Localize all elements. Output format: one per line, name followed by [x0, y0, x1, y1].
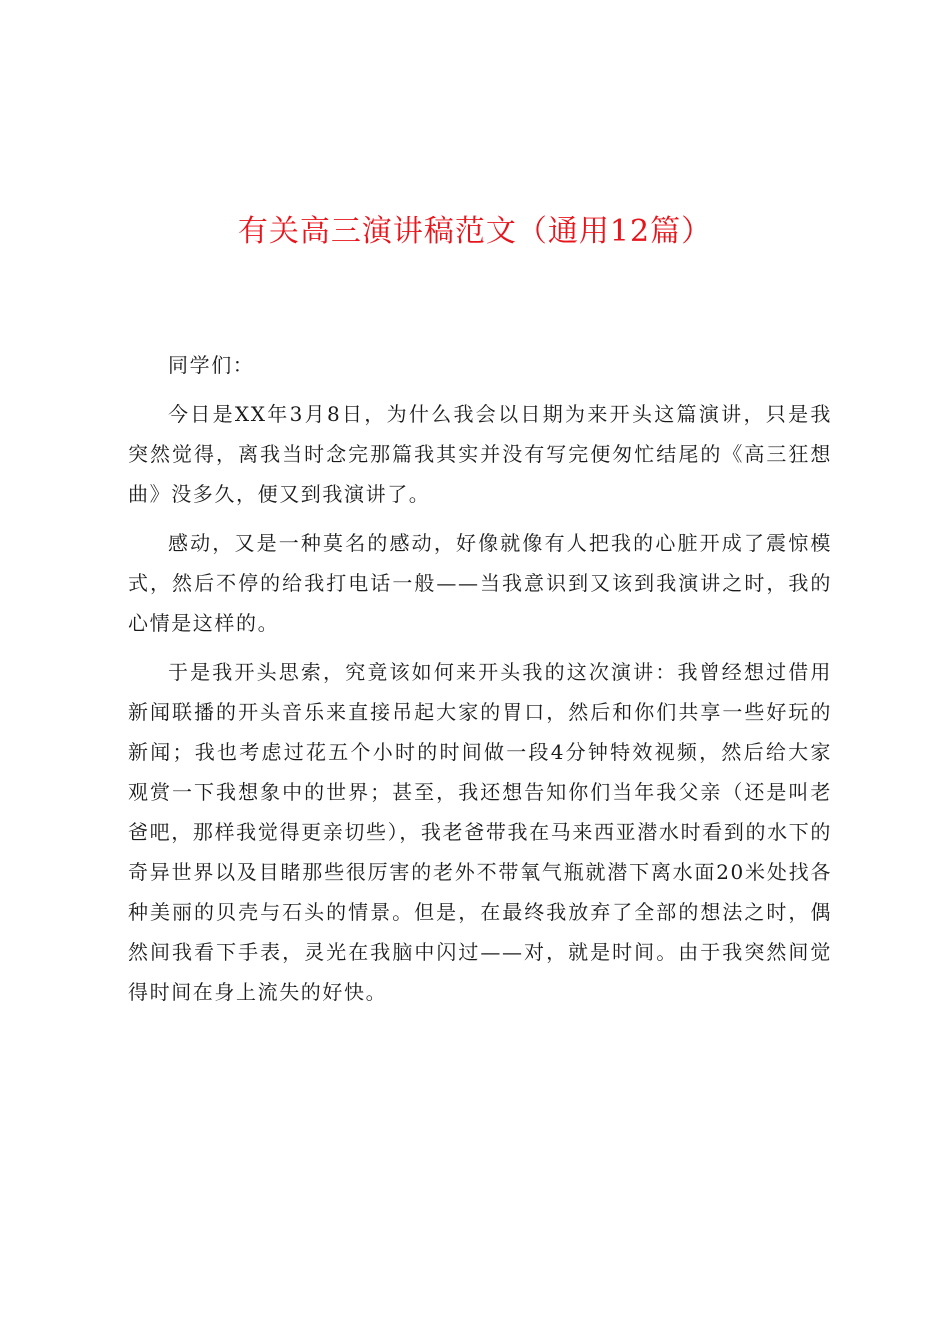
document-body [128, 345, 832, 1012]
greeting-paragraph: 同学们： [168, 353, 255, 377]
body-paragraph-2: 感动，又是一种莫名的感动，好像就像有人把我的心脏开成了震惊模式，然后不停的给我打电话一般——当我意识到又该到我演讲之时，我的心情是这样的。 [128, 531, 832, 635]
body-paragraph-3: 于是我开头思索，究竟该如何来开头我的这次演讲：我曾经想过借用新闻联播的开头音乐来直接吊起大家的胃口，然后和你们共享一些好玩的新闻；我也考虑过花五个小时的时间做一段4分钟特效视频，然后给大家观赏一下我想象中的世界；甚至，我还想告知你们当年我父亲（还是叫老爸吧，那样我觉得更亲切些），我老爸带我在马来西亚潜水时看到的水下的奇异世界以及目睹那些很厉害的老外不带氧气瓶就潜下离水面20米处找各种美丽的贝壳与石头的情景。但是，在最终我放弃了全部的想法之时，偶然间我看下手表，灵光在我脑中闪过——对，就是时间。由于我突然间觉得时间在身上流失的好快。 [128, 660, 832, 1004]
document-title: 有关高三演讲稿范文（通用12篇） [237, 214, 713, 249]
body-paragraph-1: 今日是XX年3月8日，为什么我会以日期为来开头这篇演讲，只是我突然觉得，离我当时念完那篇我其实并没有写完便匆忙结尾的《高三狂想曲》没多久，便又到我演讲了。 [128, 402, 832, 506]
